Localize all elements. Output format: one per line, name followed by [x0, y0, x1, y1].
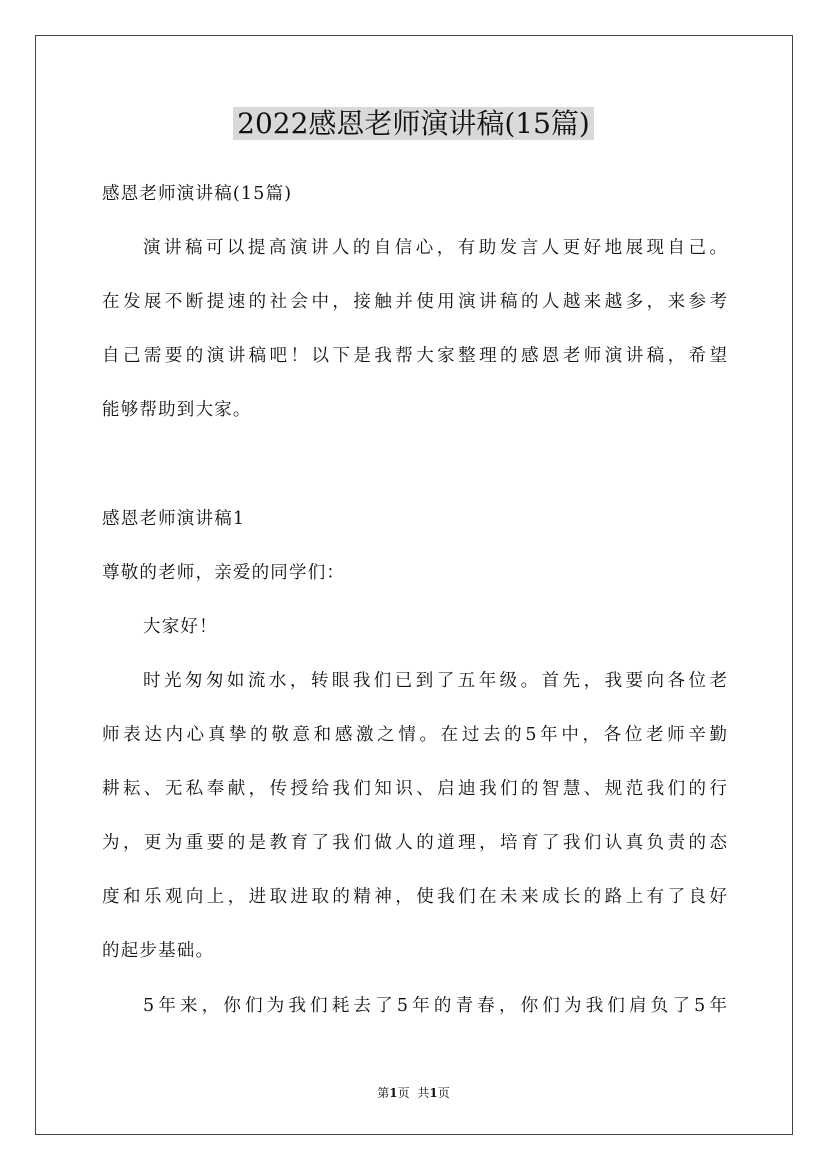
page-footer — [0, 1085, 827, 1101]
intro-line-1: 演讲稿可以提高演讲人的自信心，有助发言人更好地展现自己。 — [143, 238, 727, 258]
footer-total-suffix: 页 — [437, 1086, 450, 1100]
footer-page-prefix: 第 — [377, 1086, 390, 1100]
paragraph-line: 时光匆匆如流水，转眼我们已到了五年级。首先，我要向各位老 — [143, 671, 727, 691]
footer-total-pages: 1 — [429, 1086, 438, 1100]
paragraph-line: 为，更为重要的是教育了我们做人的道理，培育了我们认真负责的态 — [102, 833, 727, 853]
paragraph-line: 师表达内心真挚的敬意和感激之情。在过去的5年中，各位老师辛勤 — [102, 725, 727, 745]
intro-line-4: 能够帮助到大家。 — [102, 400, 252, 420]
intro-line-2: 在发展不断提速的社会中，接触并使用演讲稿的人越来越多，来参考 — [102, 292, 727, 312]
paragraph-line: 5年来，你们为我们耗去了5年的青春，你们为我们肩负了5年 — [143, 996, 727, 1016]
footer-total-prefix: 共 — [417, 1086, 430, 1100]
footer-page-number: 1 — [389, 1086, 398, 1100]
salutation: 尊敬的老师，亲爱的同学们： — [102, 563, 346, 583]
paragraph-line: 耕耘、无私奉献，传授给我们知识、启迪我们的智慧、规范我们的行 — [102, 779, 727, 799]
paragraph-line: 度和乐观向上，进取进取的精神，使我们在未来成长的路上有了良好 — [102, 887, 727, 907]
section-heading: 感恩老师演讲稿1 — [102, 509, 246, 529]
document-title-text: 2022感恩老师演讲稿(15篇) — [233, 107, 594, 140]
footer-page-suffix: 页 — [397, 1086, 410, 1100]
greeting: 大家好！ — [143, 617, 218, 637]
paragraph-line: 的起步基础。 — [102, 941, 215, 961]
document-title — [0, 104, 827, 144]
document-subtitle: 感恩老师演讲稿(15篇) — [102, 184, 293, 204]
intro-line-3: 自己需要的演讲稿吧！以下是我帮大家整理的感恩老师演讲稿，希望 — [102, 346, 727, 366]
